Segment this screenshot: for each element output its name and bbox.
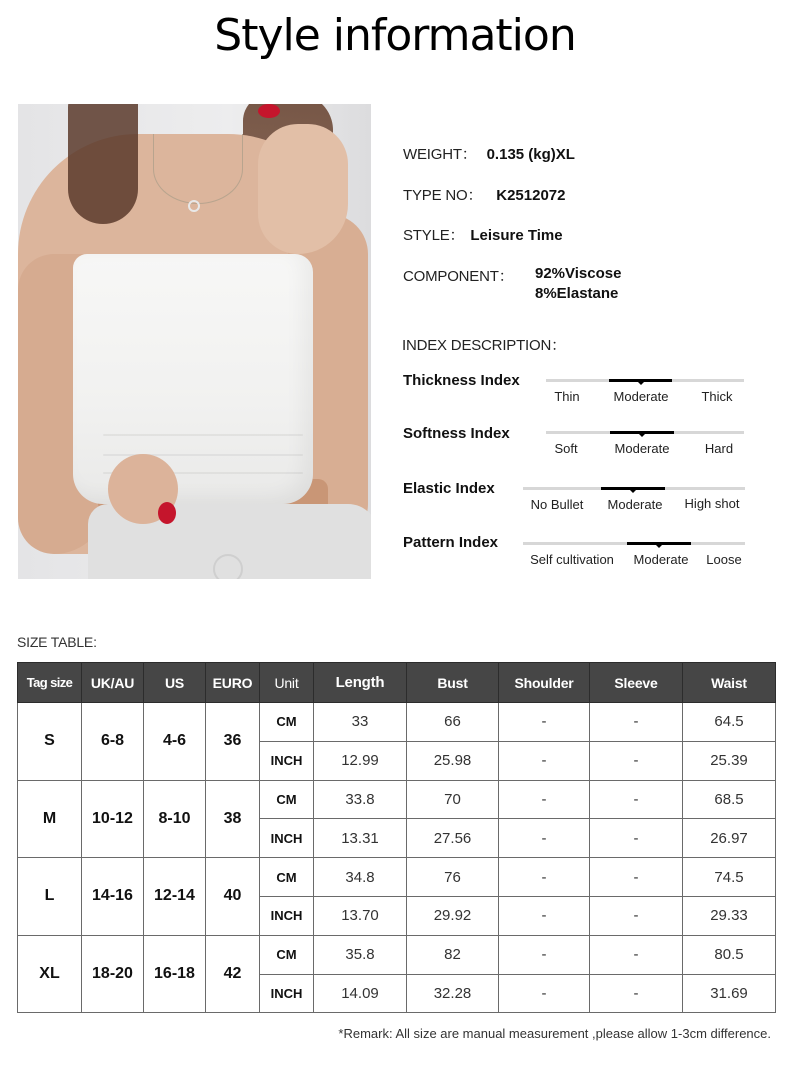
cell-length: 14.09	[314, 974, 407, 1013]
photo-hair-left	[68, 104, 138, 224]
cell-sleeve: -	[590, 858, 683, 897]
cell-bust: 76	[407, 858, 499, 897]
cell-us: 12-14	[144, 858, 206, 936]
cell-waist: 64.5	[683, 703, 776, 742]
cell-waist: 25.39	[683, 741, 776, 780]
cell-shoulder: -	[499, 703, 590, 742]
index-label: Self cultivation	[530, 552, 614, 567]
cell-sleeve: -	[590, 935, 683, 974]
col-header-uk-au: UK/AU	[82, 663, 144, 703]
style-row	[403, 224, 563, 245]
cell-tag-size: L	[18, 858, 82, 936]
cell-bust: 25.98	[407, 741, 499, 780]
cell-bust: 66	[407, 703, 499, 742]
elastic-index	[0, 479, 790, 529]
cell-uk-au: 10-12	[82, 780, 144, 858]
cell-waist: 31.69	[683, 974, 776, 1013]
weight-value: 0.135 (kg)XL	[486, 146, 575, 163]
col-header-waist: Waist	[683, 663, 776, 703]
cell-bust: 32.28	[407, 974, 499, 1013]
index-description-title: INDEX DESCRIPTION：	[402, 337, 566, 354]
cell-us: 8-10	[144, 780, 206, 858]
cell-tag-size: XL	[18, 935, 82, 1013]
index-name: Pattern Index	[403, 534, 499, 551]
cell-waist: 26.97	[683, 819, 776, 858]
cell-shoulder: -	[499, 974, 590, 1013]
cell-shoulder: -	[499, 858, 590, 897]
cell-euro: 40	[206, 858, 260, 936]
index-name: Thickness Index	[403, 372, 520, 389]
cell-unit: CM	[260, 935, 314, 974]
type-no-row	[403, 184, 565, 205]
cell-length: 33	[314, 703, 407, 742]
type-no-value: K2512072	[496, 187, 566, 204]
index-label-selected: Moderate	[633, 552, 689, 567]
index-label: Hard	[704, 441, 734, 456]
cell-us: 16-18	[144, 935, 206, 1013]
cell-unit: CM	[260, 858, 314, 897]
size-table	[17, 662, 776, 1013]
cell-sleeve: -	[590, 741, 683, 780]
cell-euro: 42	[206, 935, 260, 1013]
component-value-2: 8%Elastane	[535, 285, 619, 302]
index-marker	[610, 431, 674, 434]
col-header-shoulder: Shoulder	[499, 663, 590, 703]
col-header-length: Length	[314, 663, 407, 703]
photo-hand-right	[258, 124, 348, 254]
col-header-us: US	[144, 663, 206, 703]
cell-sleeve: -	[590, 780, 683, 819]
cell-sleeve: -	[590, 703, 683, 742]
index-name: Softness Index	[403, 425, 510, 442]
softness-index	[0, 424, 790, 474]
cell-length: 13.70	[314, 896, 407, 935]
index-label-selected: Moderate	[614, 441, 670, 456]
size-table-label: SIZE TABLE:	[17, 634, 97, 650]
table-row	[18, 935, 776, 974]
cell-tag-size: M	[18, 780, 82, 858]
index-label: No Bullet	[530, 497, 584, 512]
cell-waist: 68.5	[683, 780, 776, 819]
table-header-row	[18, 663, 776, 703]
index-marker	[601, 487, 665, 490]
cell-uk-au: 6-8	[82, 703, 144, 781]
cell-shoulder: -	[499, 819, 590, 858]
type-no-label: TYPE NO：	[403, 187, 483, 204]
style-label: STYLE：	[403, 227, 465, 244]
table-row	[18, 858, 776, 897]
col-header-tag-size: Tag size	[18, 663, 82, 703]
index-label: High shot	[684, 496, 740, 511]
cell-sleeve: -	[590, 896, 683, 935]
cell-uk-au: 18-20	[82, 935, 144, 1013]
col-header-bust: Bust	[407, 663, 499, 703]
index-label-selected: Moderate	[613, 389, 669, 404]
measurement-remark: *Remark: All size are manual measurement ,please allow 1-3cm difference.	[338, 1026, 771, 1041]
cell-unit: INCH	[260, 819, 314, 858]
component-row	[403, 265, 783, 305]
table-row	[18, 780, 776, 819]
cell-shoulder: -	[499, 780, 590, 819]
page-title: Style information	[214, 10, 576, 61]
cell-tag-size: S	[18, 703, 82, 781]
index-label-selected: Moderate	[607, 497, 663, 512]
cell-length: 13.31	[314, 819, 407, 858]
cell-waist: 29.33	[683, 896, 776, 935]
cell-euro: 36	[206, 703, 260, 781]
cell-bust: 27.56	[407, 819, 499, 858]
cell-sleeve: -	[590, 974, 683, 1013]
cell-unit: INCH	[260, 974, 314, 1013]
index-marker	[609, 379, 672, 382]
cell-shoulder: -	[499, 741, 590, 780]
cell-bust: 29.92	[407, 896, 499, 935]
cell-uk-au: 14-16	[82, 858, 144, 936]
cell-unit: CM	[260, 703, 314, 742]
photo-pendant	[188, 200, 200, 212]
cell-unit: INCH	[260, 896, 314, 935]
thickness-index	[0, 370, 790, 420]
index-marker	[627, 542, 691, 545]
table-row	[18, 703, 776, 742]
photo-raspberry	[258, 104, 280, 118]
component-label: COMPONENT：	[403, 268, 514, 285]
col-header-unit: Unit	[260, 663, 314, 703]
weight-label: WEIGHT：	[403, 146, 477, 163]
col-header-euro: EURO	[206, 663, 260, 703]
cell-waist: 80.5	[683, 935, 776, 974]
index-label: Soft	[554, 441, 578, 456]
col-header-sleeve: Sleeve	[590, 663, 683, 703]
cell-waist: 74.5	[683, 858, 776, 897]
photo-necklace	[153, 134, 243, 204]
pattern-index	[0, 533, 790, 583]
cell-bust: 70	[407, 780, 499, 819]
index-label: Thick	[701, 389, 733, 404]
cell-shoulder: -	[499, 935, 590, 974]
cell-unit: CM	[260, 780, 314, 819]
cell-length: 35.8	[314, 935, 407, 974]
cell-sleeve: -	[590, 819, 683, 858]
cell-bust: 82	[407, 935, 499, 974]
cell-us: 4-6	[144, 703, 206, 781]
cell-euro: 38	[206, 780, 260, 858]
cell-unit: INCH	[260, 741, 314, 780]
index-label: Thin	[554, 389, 580, 404]
cell-length: 34.8	[314, 858, 407, 897]
cell-length: 33.8	[314, 780, 407, 819]
weight-row	[403, 143, 575, 164]
cell-shoulder: -	[499, 896, 590, 935]
style-value: Leisure Time	[470, 227, 563, 244]
cell-length: 12.99	[314, 741, 407, 780]
component-value-1: 92%Viscose	[535, 265, 622, 282]
index-label: Loose	[706, 552, 742, 567]
index-name: Elastic Index	[403, 480, 495, 497]
